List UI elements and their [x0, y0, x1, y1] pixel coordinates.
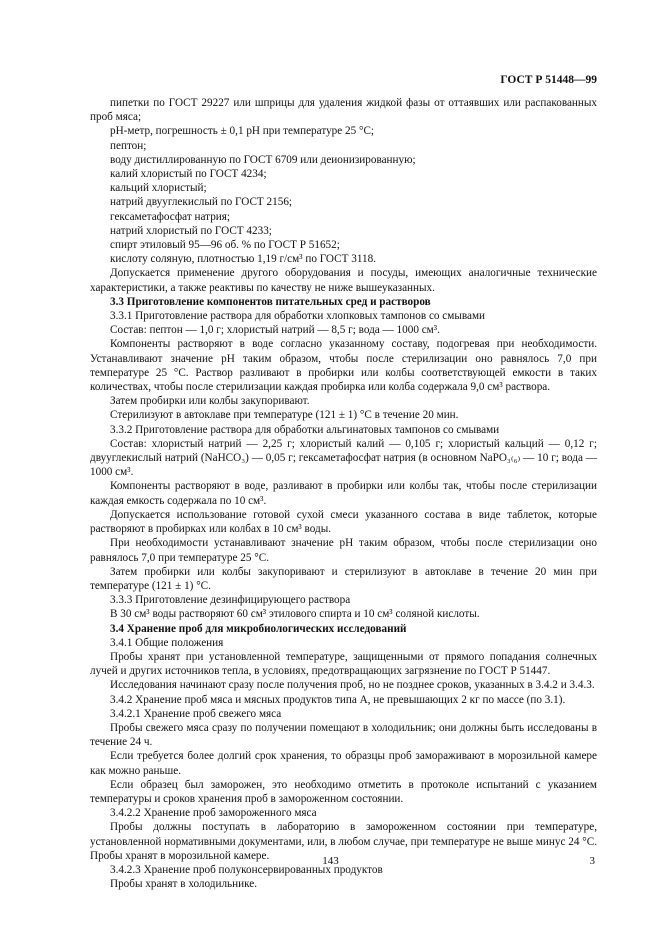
paragraph: гексаметафосфат натрия; — [110, 210, 231, 223]
paragraph: В 30 см³ воды растворяют 60 см³ этилового спирта и 10 см³ соляной кислоты. — [110, 608, 480, 621]
paragraph: Допускается использование готовой сухой смеси указанного состава в виде таблеток, которые растворяют в пробирках или колбах в 10 см³ воды. — [90, 508, 597, 536]
page-number: 143 — [322, 855, 339, 867]
paragraph: Состав: хлористый натрий — 2,25 г; хлористый калий — 0,105 г; хлористый кальций — 0,12 г; двууглекислый натрий (NaHCO₃) — 0,05 г; гексаметафосфат натрия (в основном NaPO₃₍₆₎ — 10 г; вода — 1000 см³. — [90, 437, 597, 479]
paragraph: Если образец был заморожен, это необходимо отметить в протоколе испытаний с указанием температуры и сроков хранения проб в замороженном состоянии. — [90, 778, 597, 805]
paragraph: 3.3.2 Приготовление раствора для обработки альгинатовых тампонов со смывами — [110, 423, 500, 436]
paragraph: Допускается применение другого оборудования и посуды, имеющих аналогичные технические характеристики, а также реактивы по качеству не ниже вышеуказанных. — [90, 267, 597, 294]
paragraph: Пробы должны поступать в лабораторию в замороженном состоянии при температуре, установленной нормативными документами, или, в любом случае, при температуре не выше минус 24 °С. Пробы хранят в морозильной камере. — [90, 821, 597, 862]
paragraph: Компоненты растворяют в воде согласно указанному составу, подогревая при необходимости. Устанавливают значение pH таким образом, чтобы после стерилизации оно равнялось 7,0 при температуре 25 °С. Раствор разливают в пробирки или колбы соответствующей емкости в таких количествах, чтобы после стерилизации каждая пробирка или колба содержала 9,0 см³ раствора. — [90, 338, 597, 394]
paragraph: Затем пробирки или колбы закупоривают. — [110, 395, 310, 408]
paragraph: 3.4.2 Хранение проб мяса и мясных продуктов типа А, не превышающих 2 кг по массе (по 3.1). — [110, 693, 566, 706]
paragraph: 3.4.1 Общие положения — [110, 636, 224, 649]
paragraph: 3.3.1 Приготовление раствора для обработки хлопковых тампонов со смывами — [110, 310, 486, 323]
paragraph: 3.4 Хранение проб для микробиологических исследований — [110, 622, 407, 635]
paragraph: При необходимости устанавливают значение pH таким образом, чтобы после стерилизации оно равнялось 7,0 при температуре 25 °С. — [90, 537, 597, 564]
paragraph: 3.4.2.3 Хранение проб полуконсервированных продуктов — [110, 863, 383, 876]
paragraph: Пробы свежего мяса сразу по получении помещают в холодильник; они должны быть исследованы в течение 24 ч. — [90, 721, 597, 749]
paragraph: пипетки по ГОСТ 29227 или шприцы для удаления жидкой фазы от оттаявших или распакованных проб мяса; — [90, 97, 597, 124]
paragraph: Пробы хранят при установленной температуре, защищенными от прямого попадания солнечных лучей и других источников тепла, в условиях, предотвращающих загрязнение по ГОСТ Р 51447. — [90, 650, 597, 678]
paragraph: Пробы хранят в холодильнике. — [110, 878, 258, 891]
paragraph: 3.3 Приготовление компонентов питательных сред и растворов — [110, 295, 431, 308]
document-body — [90, 96, 597, 891]
paragraph: кислоту соляную, плотностью 1,19 г/см³ по ГОСТ 3118. — [110, 253, 376, 266]
paragraph: pH-метр, погрешность ± 0,1 pH при температуре 25 °С; — [110, 125, 375, 138]
paragraph: 3.3.3 Приготовление дезинфицирующего раствора — [110, 594, 351, 607]
paragraph: Состав: пептон — 1,0 г; хлористый натрий — 8,5 г; вода — 1000 см³. — [110, 324, 440, 337]
document-header: ГОСТ Р 51448—99 — [500, 74, 597, 86]
paragraph: натрий двууглекислый по ГОСТ 2156; — [110, 196, 293, 209]
paragraph: Исследования начинают сразу после получения проб, но не позднее сроков, указанных в 3.4.2 и 3.4.3. — [110, 679, 595, 692]
paragraph: Стерилизуют в автоклаве при температуре (121 ± 1) °С в течение 20 мин. — [110, 409, 459, 422]
paragraph: калий хлористый по ГОСТ 4234; — [110, 168, 267, 181]
paragraph: воду дистиллированную по ГОСТ 6709 или деионизированную; — [110, 153, 416, 166]
paragraph: натрий хлористый по ГОСТ 4233; — [110, 224, 272, 237]
paragraph: 3.4.2.1 Хранение проб свежего мяса — [110, 707, 282, 720]
paragraph: спирт этиловый 95—96 об. % по ГОСТ Р 51652; — [110, 239, 340, 252]
paragraph: Затем пробирки или колбы закупоривают и стерилизуют в автоклаве в течение 20 мин при температуре (121 ± 1) °С. — [90, 565, 597, 592]
paragraph: кальций хлористый; — [110, 182, 207, 195]
paragraph: Компоненты растворяют в воде, разливают в пробирки или колбы так, чтобы после стерилизации каждая емкость содержала по 10 см³. — [90, 480, 597, 507]
paragraph: Если требуется более долгий срок хранения, то образцы проб замораживают в морозильной камере как можно раньше. — [90, 750, 597, 777]
paragraph: пептон; — [110, 139, 147, 152]
paragraph: 3.4.2.2 Хранение проб замороженного мяса — [110, 807, 317, 820]
sheet-number: 3 — [589, 855, 595, 867]
